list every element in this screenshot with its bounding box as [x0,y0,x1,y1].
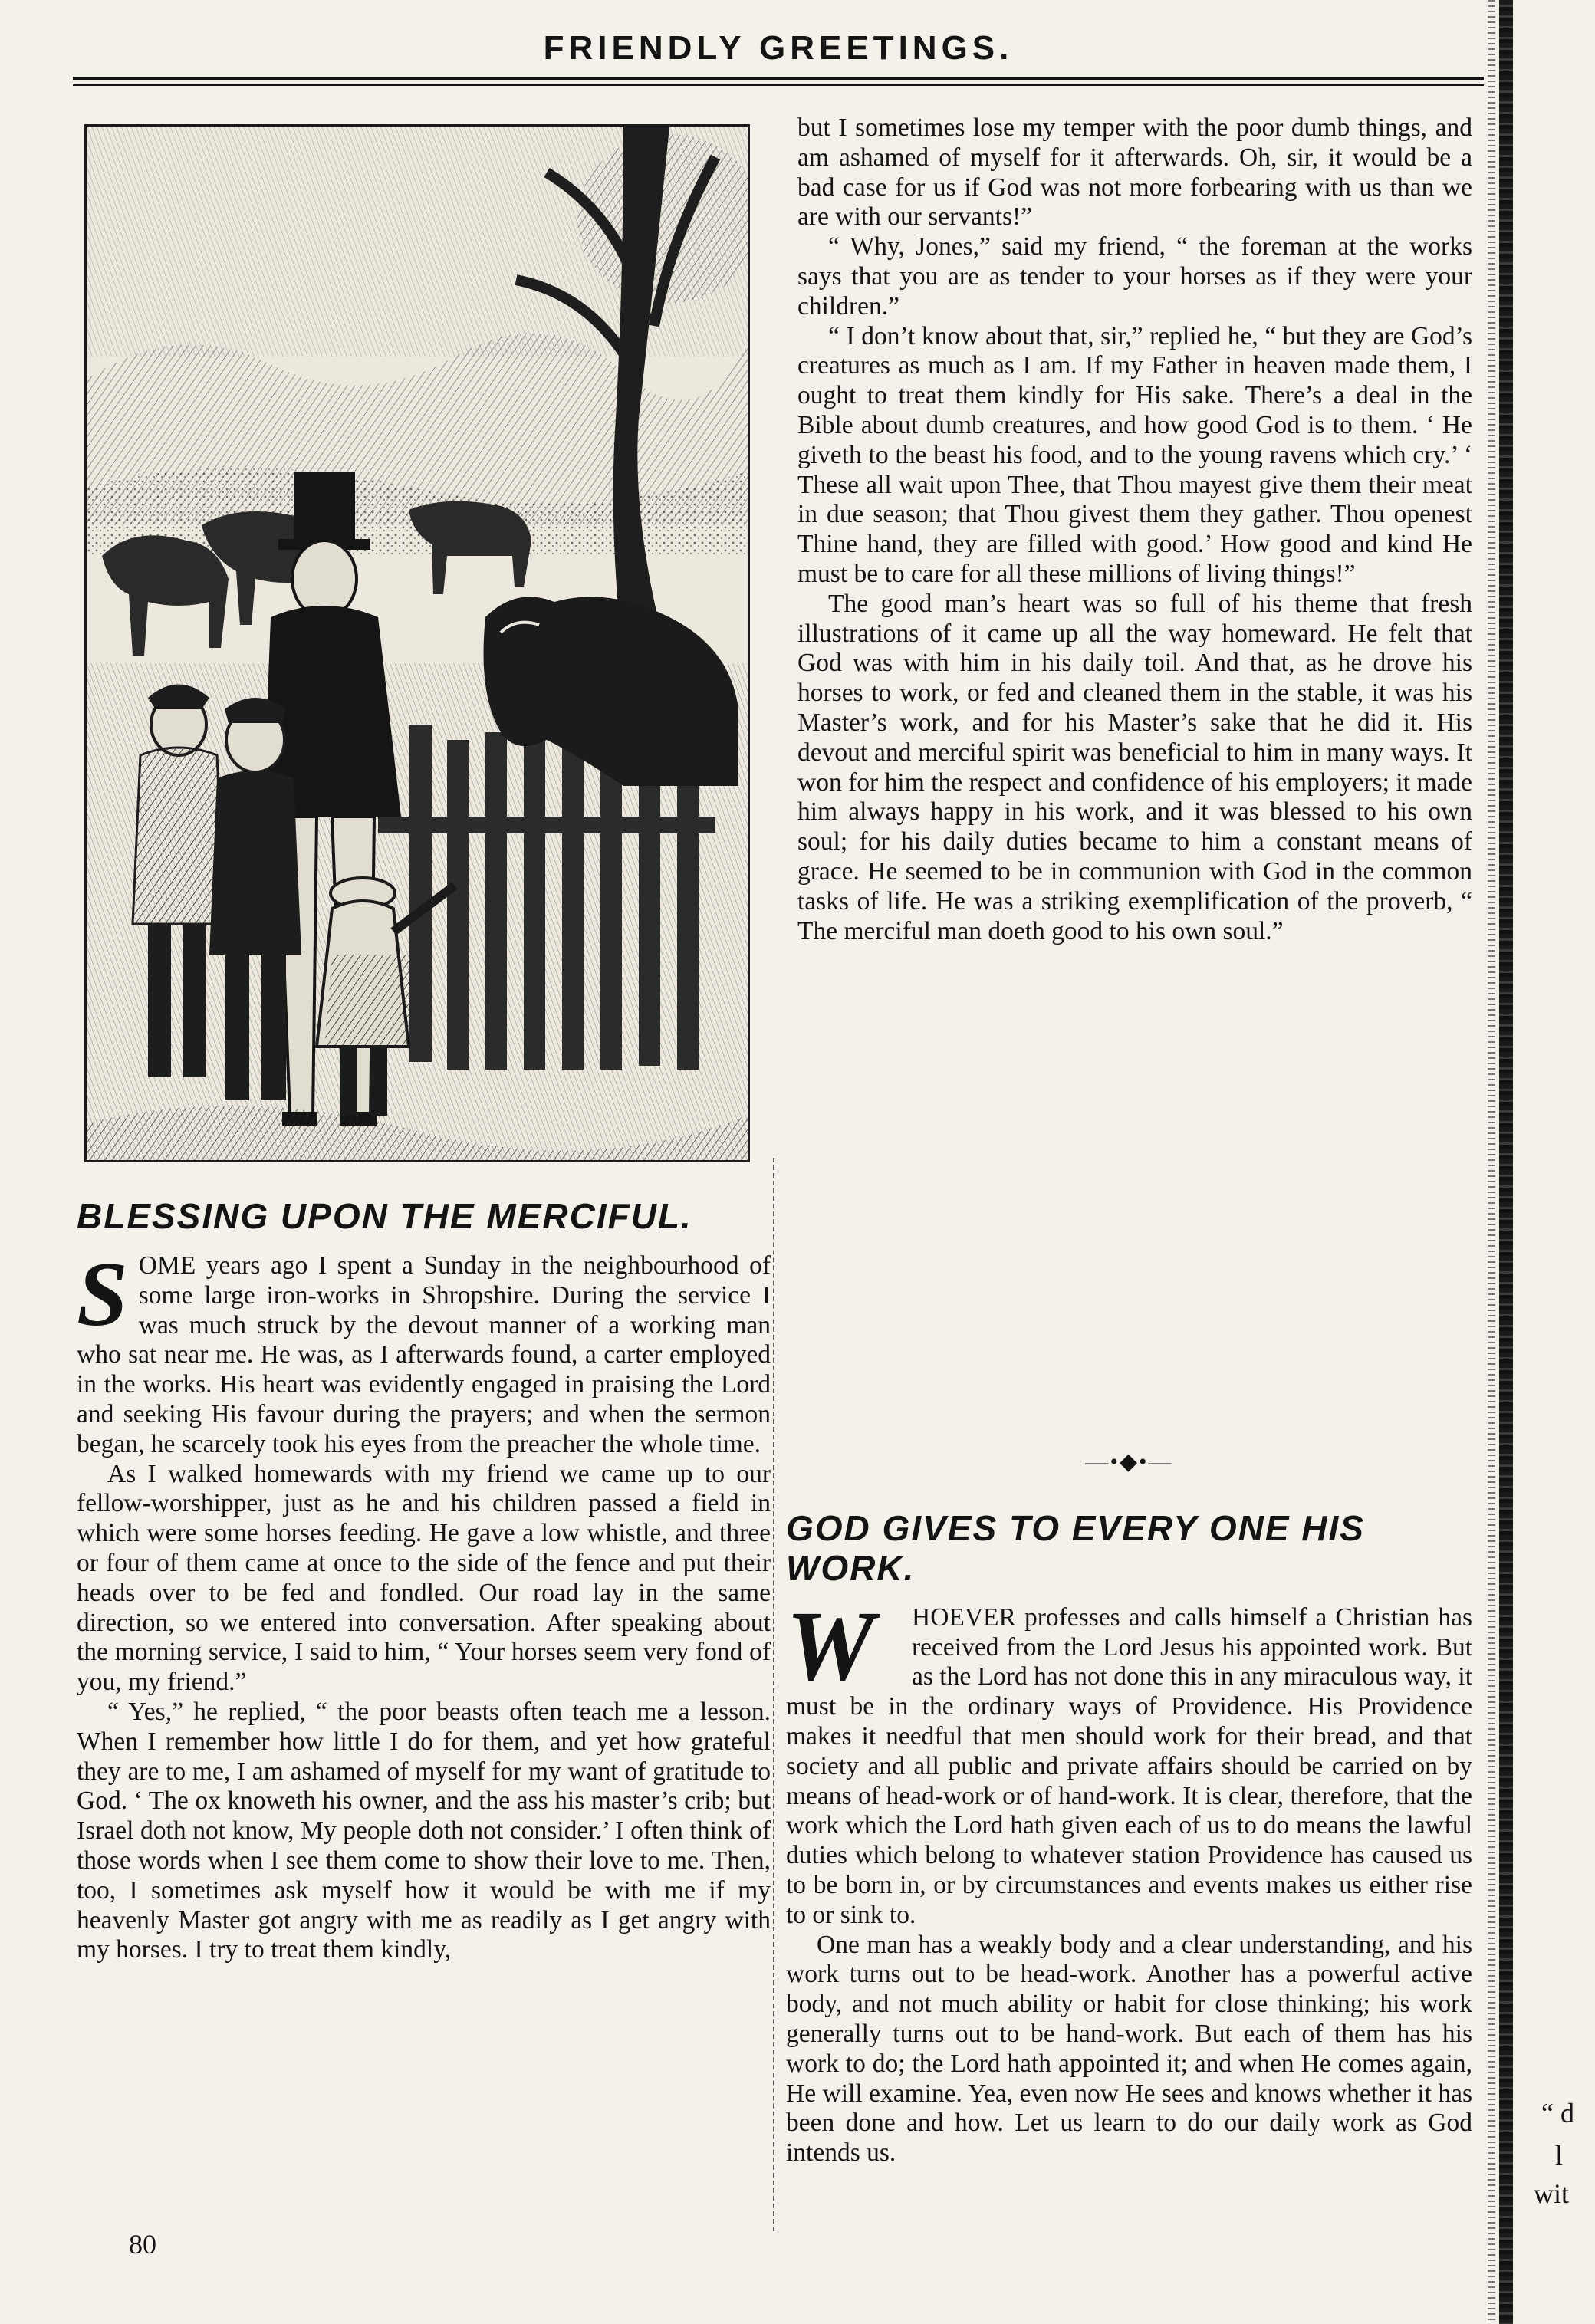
header-rule-thin [73,84,1484,86]
article-title-blessing: BLESSING UPON THE MERCIFUL. [77,1196,692,1236]
dropcap-w: W [786,1590,875,1701]
margin-fragment-2: l [1555,2140,1564,2171]
binding-edge [1488,0,1495,2324]
article1-paragraph-4: but I sometimes lose my temper with the poor dumb things, and am ashamed of myself for it afterwards. Oh, sir, it would be a bad case for us if God was not more forbearing with us than we are with our servants!” [798,113,1472,232]
article1-paragraph-5: “ Why, Jones,” said my friend, “ the foreman at the works says that you are as tender to your horses as if they were your children.” [798,232,1472,320]
article1-paragraph-2: As I walked homewards with my friend we came up to our fellow-worshipper, just as he and his children passed a field in which were some horses feeding. He gave a low whistle, and three or four of them came at once to the side of the fence and put their heads over to be fed and fondled. Our road lay in the same direction, so we entered into conversation. After speaking about the morning service, I said to him, “ Your horses seem very fond of you, my friend.” [77,1459,771,1697]
header-rule-thick [73,77,1484,80]
book-spine [1499,0,1513,2324]
dropcap-s: S [77,1243,128,1345]
article1-paragraph-7: The good man’s heart was so full of his theme that fresh illustrations of it came up all the way homeward. He felt that God was with him in his daily toil. And that, as he drove his horses to work, or fed and cleaned them in the stable, it was his Master’s work, and for his Master’s sake that he did it. His devout and merciful spirit was beneficial to him in many ways. It won for him the respect and confidence of his employers; it made him always happy in his work, and it was blessed to his own soul; for his daily duties became to him a constant means of grace. He seemed to be in communion with God in the common tasks of life. He was a striking exemplification of the proverb, “ The merciful man doeth good to his own soul.” [798,589,1472,945]
column-divider [773,1158,774,2231]
section-ornament: —•◆•— [1085,1449,1173,1474]
margin-fragment-3: wit [1534,2178,1570,2209]
article2-paragraph-2: One man has a weakly body and a clear understanding, and his work turns out to be head-work. Another has a powerful active body, and not much ability or habit for close thinking; his work generally turns out to be hand-work. But each of them has his work to do; the Lord hath appointed it; and when He comes again, He will examine. Yea, even now He sees and knows whether it has been done and how. Let us learn to do our daily work as God intends us. [786,1930,1472,2168]
article2-first-paragraph [786,1590,1472,1931]
running-header: FRIENDLY GREETINGS. [543,29,1014,67]
article-title-work: GOD GIVES TO EVERY ONE HIS WORK. [786,1507,1365,1588]
engraving-illustration [84,124,750,1162]
illustration-drawing [87,127,748,1160]
column-right-top [798,113,1472,946]
column-left [77,1196,771,1965]
article1-first-paragraph [77,1243,771,1460]
column-right-bottom [786,1426,1472,2168]
article1-paragraph-6: “ I don’t know about that, sir,” replied he, “ but they are God’s creatures as much as I am. If my Father in heaven made them, I ought to treat them kindly for His sake. There’s a deal in the Bible about dumb creatures, and how good God is to them. ‘ He giveth to the beast his food, and to the young ravens which cry.’ ‘ These all wait upon Thee, that Thou mayest give them their meat in due season; that Thou givest them they gather. Thou openest Thine hand, they are filled with good.’ How good and kind He must be to care for all these millions of living things!” [798,321,1472,588]
article1-paragraph-3: “ Yes,” he replied, “ the poor beasts often teach me a lesson. When I remember how little I do for them, and yet how grateful they are to me, I am ashamed of myself for my want of gratitude to God. ‘ The ox knoweth his owner, and the ass his master’s crib; but Israel doth not know, My people doth not consider.’ I often think of those words when I see them come to show their love to me. Then, too, I sometimes ask myself how it would be with me if my heavenly Master got angry with me as readily as I get angry with my horses. I try to treat them kindly, [77,1697,771,1964]
margin-fragment-1: “ d [1541,2098,1574,2128]
page-number: 80 [129,2229,156,2260]
article1-first-paragraph-text: OME years ago I spent a Sunday in the neighbourhood of some large iron-works in Shropshire. During the service I was much struck by the devout manner of a working man who sat near me. He was, as I afterwards found, a carter employed in the works. His heart was evidently engaged in praising the Lord and seeking His favour during the prayers; and when the sermon began, he scarcely took his eyes from the preacher the whole time. [77,1251,771,1458]
article2-first-paragraph-text: HOEVER professes and calls himself a Christian has received from the Lord Jesus his appointed work. But as the Lord has not done this in any miraculous way, it must be in the ordinary ways of Providence. His Providence makes it needful that men should work for their bread, and that society and all public and private affairs should be carried on by means of head-work or of hand-work. It is clear, therefore, that the work which the Lord hath given each of us to do means the lawful duties which belong to whatever station Providence has caused us to be born in, or by circumstances and events makes us either rise to or sink to. [786,1602,1472,1929]
